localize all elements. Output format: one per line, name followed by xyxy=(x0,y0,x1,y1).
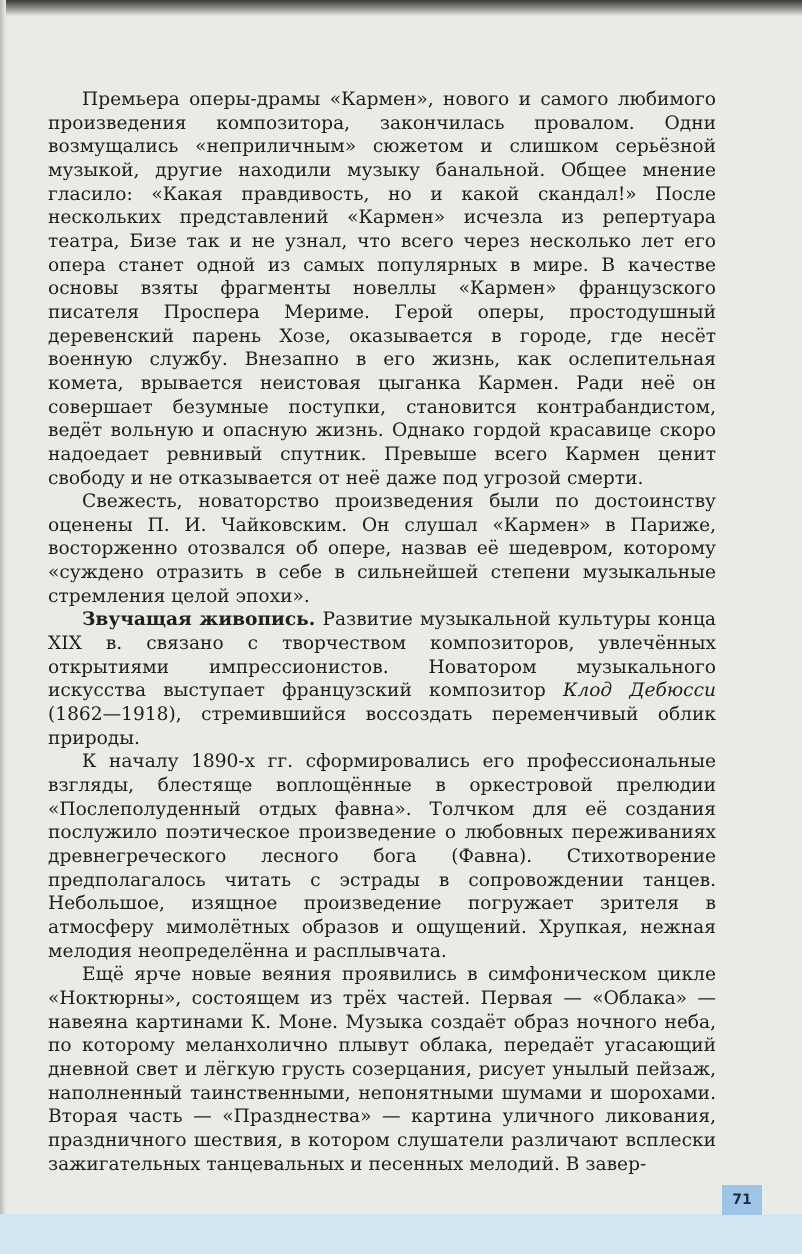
footer-band xyxy=(0,1214,802,1254)
section-lead-heading: Звучащая живопись. xyxy=(82,609,316,631)
composer-name: Клод Дебюсси xyxy=(562,680,716,702)
paragraph-sounding-painting xyxy=(48,608,716,750)
page-top-edge xyxy=(0,0,802,16)
page-number: 71 xyxy=(722,1185,762,1215)
paragraph-text-part: Развитие музыкальной культуры конца XIX в. связано с творчеством композиторов, увлечённых открытиями импрессионистов. Новатором музыкального искусства выступает французский композитор xyxy=(48,609,717,702)
page-left-edge xyxy=(0,0,6,1254)
paragraph-tchaikovsky: Свежесть, новаторство произведения были по достоинству оценены П. И. Чайковским. Он слушал «Кармен» в Париже, восторженно отозвался об опере, назвав её шедевром, которому «суждено отразить в себе в сильнейшей степени музыкальные стремления целой эпохи». xyxy=(48,491,716,607)
paragraph-faun-prelude: К началу 1890-х гг. сформировались его профессиональные взгляды, блестяще воплощённые в оркестровой прелюдии «Послеполуденный отдых фавна». Толчком для её создания послужило поэтическое произведение о любовных переживаниях древнегреческого лесного бога (Фавна). Стихотворение предполагалось читать с эстрады в сопровождении танцев. Небольшое, изящное произведение погружает зрителя в атмосферу мимолётных образов и ощущений. Хрупкая, нежная мелодия неопределённа и расплывчата. xyxy=(48,751,716,962)
paragraph-text-part: (1862—1918), стремившийся воссоздать переменчивый облик природы. xyxy=(48,704,716,749)
paragraph-carmen-premiere: Премьера оперы-драмы «Кармен», нового и самого любимого произведения композитора, закончилась провалом. Одни возмущались «неприличным» сюжетом и слишком серьёзной музыкой, другие находили музыку банальной. Общее мнение гласило: «Какая правдивость, но и какой скандал!» После нескольких представлений «Кармен» исчезла из репертуара театра, Бизе так и не узнал, что всего через несколько лет его опера станет одной из самых популярных в мире. В качестве основы взяты фрагменты новеллы «Кармен» французского писателя Проспера Мериме. Герой оперы, простодушный деревенский парень Хозе, оказывается в городе, где несёт военную службу. Внезапно в его жизнь, как ослепительная комета, врывается неистовая цыганка Кармен. Ради неё он совершает безумные поступки, становится контрабандистом, ведёт вольную и опасную жизнь. Однако гордой красавице скоро надоедает ревнивый спутник. Превыше всего Кармен ценит свободу и не отказывается от неё даже под угрозой смерти. xyxy=(48,89,716,489)
paragraph-nocturnes: Ещё ярче новые веяния проявились в симфоническом цикле «Ноктюрны», состоящем из трёх частей. Первая — «Облака» — навеяна картинами К. Моне. Музыка создаёт образ ночного неба, по которому меланхолично плывут облака, передаёт угасающий дневной свет и лёгкую грусть созерцания, рисует унылый пейзаж, наполненный таинственными, непонятными шумами и шорохами. Вторая часть — «Празднества» — картина уличного ликования, праздничного шествия, в котором слушатели различают всплески зажигательных танцевальных и песенных мелодий. В завер- xyxy=(48,964,716,1175)
text-body xyxy=(48,88,716,1176)
